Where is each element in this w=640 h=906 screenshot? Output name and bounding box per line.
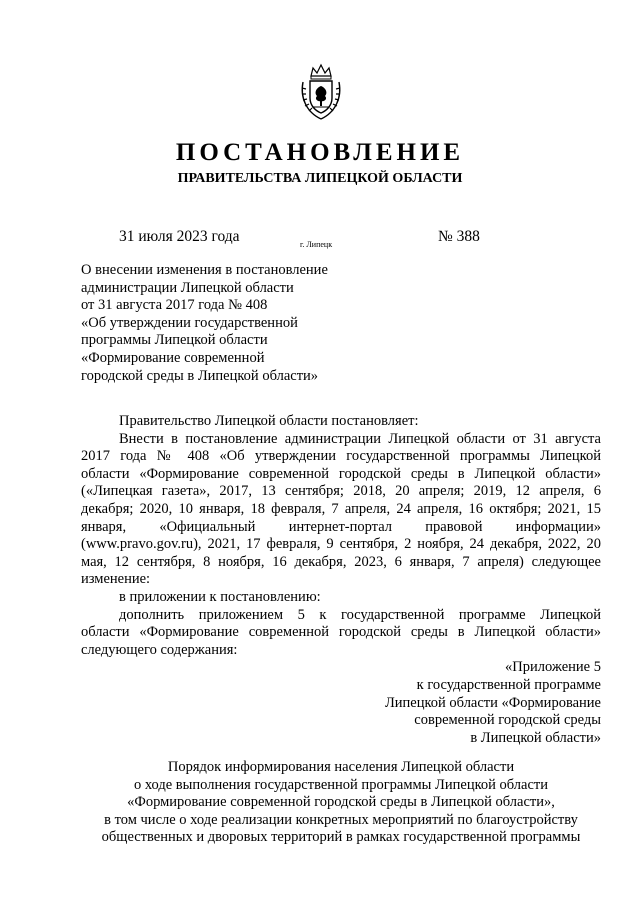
paragraph-line: декабря; 2020, 10 января, 18 февраля, 7 апреля, 24 апреля, 16 октября; 2021, 15 [81, 500, 601, 517]
subject-line: от 31 августа 2017 года № 408 [81, 297, 268, 314]
document-subtitle: ПРАВИТЕЛЬСТВА ЛИПЕЦКОЙ ОБЛАСТИ [177, 171, 463, 186]
coat-of-arms-emblem [298, 62, 344, 122]
paragraph-line: мая, 12 сентября, 8 ноября, 16 декабря, 2023, 6 января, 7 апреля) следующее [81, 553, 601, 570]
subject-line: администрации Липецкой области [81, 279, 294, 296]
order-title-line: «Формирование современной городской среды в Липецкой области», [127, 794, 555, 811]
order-title-line: Порядок информирования населения Липецкой области [167, 759, 515, 775]
subject-line: городской среды в Липецкой области» [81, 367, 319, 384]
appendix-line: современной городской среды [414, 712, 601, 729]
paragraph-line: («Липецкая газета», 2017, 13 сентября; 2018, 20 апреля; 2019, 12 апреля, 6 [81, 483, 601, 500]
paragraph-line: дополнить приложением 5 к государственной программе Липецкой [119, 606, 601, 623]
document-subject [81, 262, 328, 385]
order-title [81, 759, 601, 847]
appendix-heading [81, 659, 601, 747]
document-city: г. Липецк [300, 240, 333, 249]
paragraph-line: изменение: [81, 571, 151, 588]
subject-line: программы Липецкой области [81, 332, 268, 349]
document-date: 31 июля 2023 года [119, 228, 240, 245]
subject-line: «Формирование современной [81, 349, 265, 366]
document-title: ПОСТАНОВЛЕНИЕ [175, 139, 465, 166]
paragraph-line: 2017 года № 408 «Об утверждении государственной программы Липецкой [81, 448, 601, 465]
appendix-line: к государственной программе [416, 676, 601, 693]
subject-line: «Об утверждении государственной [81, 314, 298, 331]
document-body [81, 413, 601, 747]
order-title-line: о ходе выполнения государственной программы Липецкой области [133, 776, 549, 793]
order-title-line: в том числе о ходе реализации конкретных мероприятий по благоустройству [104, 811, 578, 828]
paragraph-line: в приложении к постановлению: [119, 588, 321, 605]
document-number: № 388 [438, 228, 480, 245]
decree-line: Правительство Липецкой области постановляет: [119, 413, 419, 429]
paragraph-line: Внести в постановление администрации Липецкой области от 31 августа [119, 430, 601, 447]
paragraph-line: января, «Официальный интернет-портал правовой информации» [81, 518, 601, 535]
paragraph-line: следующего содержания: [81, 641, 238, 658]
paragraph-line: области «Формирование современной городской среды в Липецкой области» [81, 624, 601, 641]
order-title-line: общественных и дворовых территорий в рамках государственной программы [101, 829, 581, 846]
appendix-line: «Приложение 5 [505, 659, 601, 676]
paragraph-line: (www.pravo.gov.ru), 2021, 17 февраля, 9 сентября, 2 ноября, 24 декабря, 2022, 20 [81, 536, 601, 553]
subject-line: О внесении изменения в постановление [81, 262, 328, 278]
appendix-line: в Липецкой области» [470, 729, 601, 746]
appendix-line: Липецкой области «Формирование [384, 694, 601, 711]
paragraph-line: области «Формирование современной городской среды в Липецкой области» [81, 465, 601, 482]
